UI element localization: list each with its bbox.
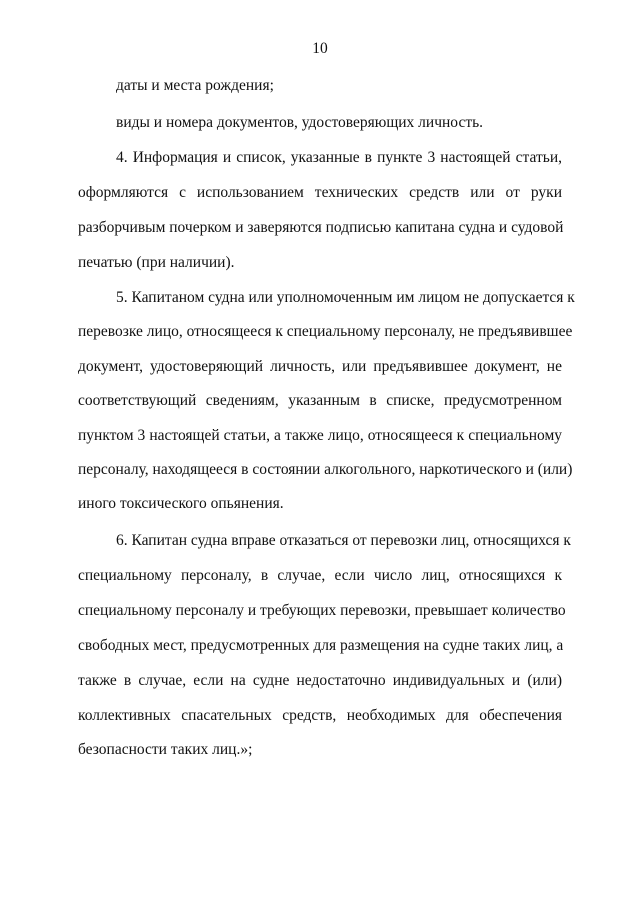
text-line: виды и номера документов, удостоверяющих личность.	[116, 114, 484, 131]
paragraph-6-line: специальному персоналу, в случае, если число лиц, относящихся к	[78, 567, 562, 584]
text-line: даты и места рождения;	[116, 77, 274, 94]
paragraph-6-line: специальному персоналу и требующих перевозки, превышает количество	[78, 602, 566, 619]
paragraph-5-line: документ, удостоверяющий личность, или предъявившее документ, не	[78, 358, 562, 375]
paragraph-5-line: перевозке лицо, относящееся к специальному персоналу, не предъявившее	[78, 323, 573, 340]
paragraph-6-line: 6. Капитан судна вправе отказаться от перевозки лиц, относящихся к	[116, 532, 571, 549]
paragraph-5-line: 5. Капитаном судна или уполномоченным им лицом не допускается к	[116, 289, 575, 306]
paragraph-5-line: иного токсического опьянения.	[78, 495, 284, 512]
paragraph-6-line: коллективных спасательных средств, необходимых для обеспечения	[78, 707, 562, 724]
paragraph-6-line: также в случае, если на судне недостаточно индивидуальных и (или)	[78, 672, 562, 689]
page-number: 10	[312, 40, 328, 57]
paragraph-5-line: соответствующий сведениям, указанным в списке, предусмотренном	[78, 392, 562, 409]
paragraph-5-line: персоналу, находящееся в состоянии алкогольного, наркотического и (или)	[78, 461, 573, 478]
paragraph-4-line: оформляются с использованием технических средств или от руки	[78, 184, 562, 201]
paragraph-6-line: свободных мест, предусмотренных для размещения на судне таких лиц, а	[78, 637, 564, 654]
paragraph-5-line: пунктом 3 настоящей статьи, а также лицо, относящееся к специальному	[78, 427, 562, 444]
paragraph-4-line: 4. Информация и список, указанные в пункте 3 настоящей статьи,	[116, 149, 562, 166]
paragraph-4-line: разборчивым почерком и заверяются подписью капитана судна и судовой	[78, 219, 564, 236]
paragraph-6-line: безопасности таких лиц.»;	[78, 741, 253, 758]
paragraph-4-line: печатью (при наличии).	[78, 254, 235, 271]
